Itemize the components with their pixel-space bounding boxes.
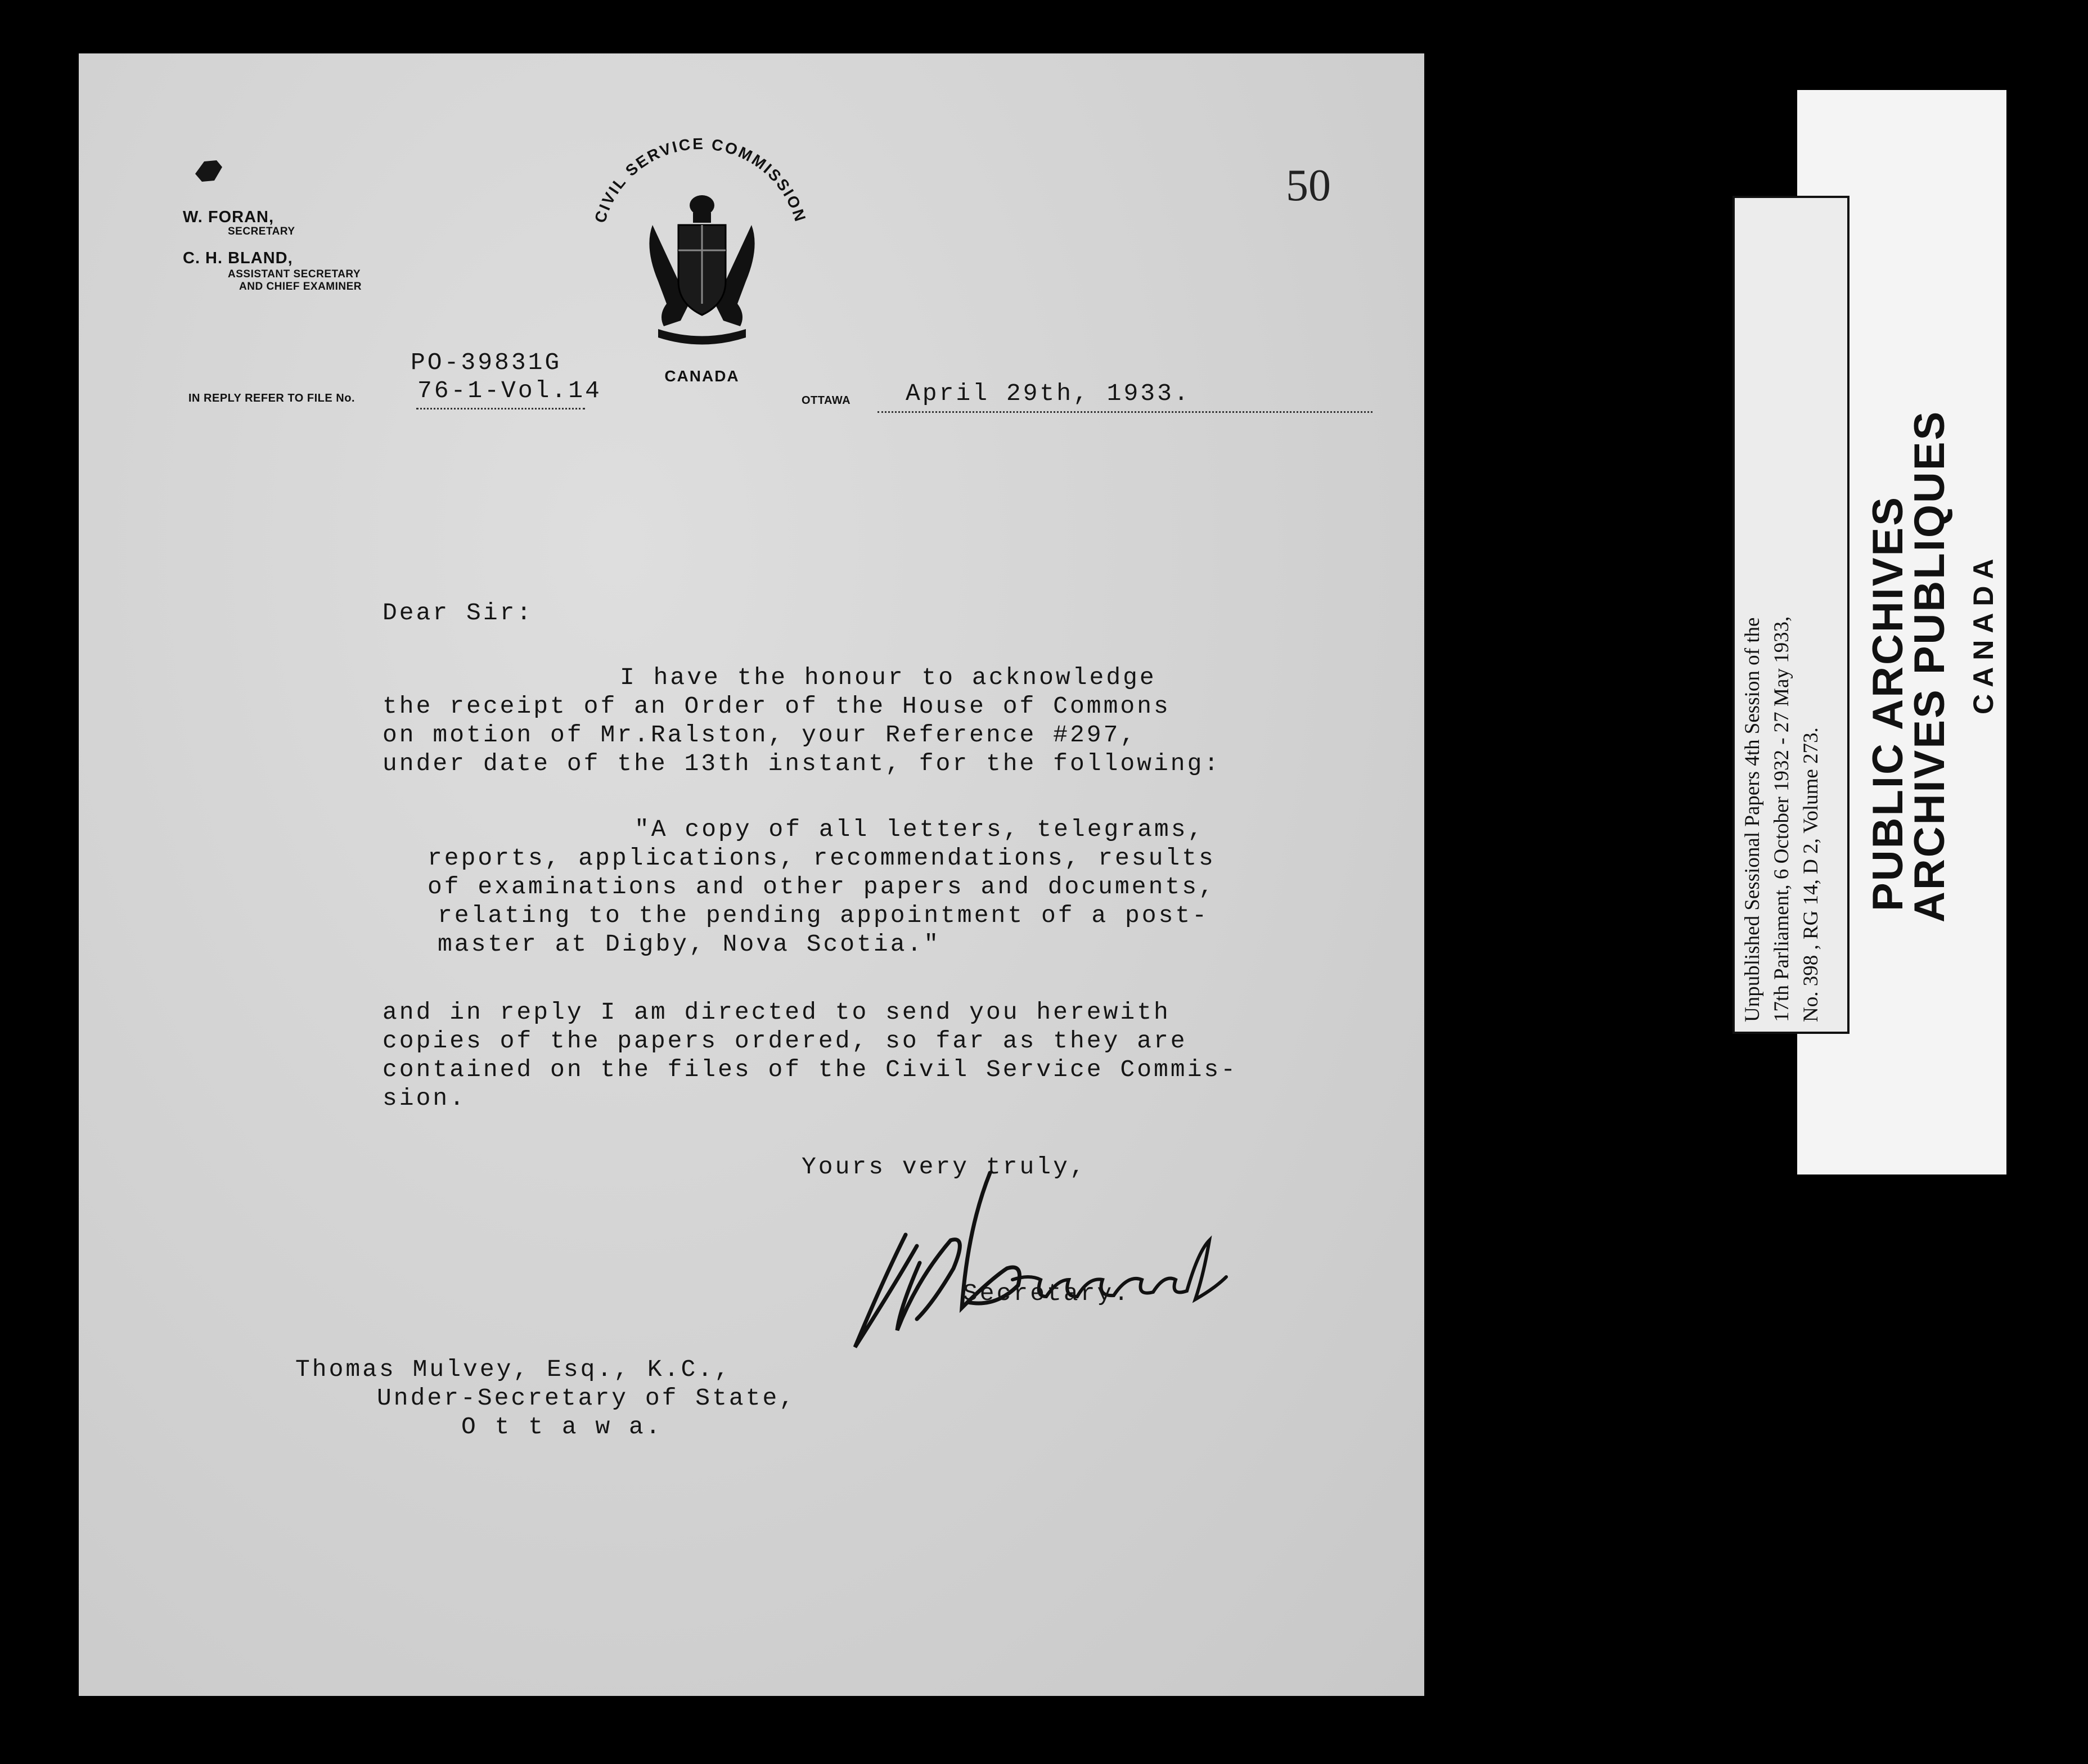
addressee-line: O t t a w a. [461,1413,663,1441]
salutation: Dear Sir: [382,599,534,627]
body-line: the receipt of an Order of the House of Commons [382,692,1171,720]
secretary-name: W. FORAN, [183,208,274,226]
document-page [79,53,1424,1696]
page-number: 50 [1286,161,1331,210]
quote-line: of examinations and other papers and documents, [428,873,1216,901]
archive-label-canada: CANADA [1968,552,1999,714]
assistant-name: C. H. BLAND, [183,249,293,267]
addressee-line: Under-Secretary of State, [377,1384,796,1412]
secretary-title: SECRETARY [228,226,295,237]
assistant-title-1: ASSISTANT SECRETARY [228,268,361,280]
body-line: sion. [382,1084,467,1112]
body-line: copies of the papers ordered, so far as they are [382,1027,1187,1055]
body-line: contained on the files of the Civil Service Commis- [382,1056,1238,1083]
signer-title: Secretary. [963,1280,1131,1307]
date-rule [878,411,1372,413]
letter-date: April 29th, 1933. [906,380,1191,407]
commission-seal [568,135,832,394]
archive-label-line1: PUBLIC ARCHIVES [1864,496,1912,911]
coat-of-arms-icon [649,195,754,345]
country-label: CANADA [664,367,740,385]
quote-line: "A copy of all letters, telegrams, [634,816,1205,843]
body-line: under date of the 13th instant, for the following: [382,750,1221,777]
quote-line: reports, applications, recommendations, results [428,844,1216,872]
closing: Yours very truly, [802,1153,1087,1181]
file-number: 76-1-Vol.14 [417,377,602,404]
place-label: OTTAWA [802,394,851,407]
slip-line: Unpublished Sessional Papers 4th Session of the [1741,617,1764,1022]
reference-slip [1732,196,1850,1034]
body-line: and in reply I am directed to send you herewith [382,998,1171,1026]
body-line: on motion of Mr.Ralston, your Reference #297, [382,721,1137,749]
assistant-title-2: AND CHIEF EXAMINER [239,281,362,292]
corner-mark-icon [194,159,223,184]
quote-line: master at Digby, Nova Scotia." [438,930,941,958]
file-number-rule [416,408,585,410]
reply-label: IN REPLY REFER TO FILE No. [188,392,356,404]
body-line: I have the honour to acknowledge [620,664,1156,691]
signature-icon [821,1139,1249,1364]
slip-line: 17th Parliament, 6 October 1932 - 27 May 1933, [1770,616,1793,1022]
commission-name: CIVIL SERVICE COMMISSION [591,135,810,225]
archive-label-line2: ARCHIVES PUBLIQUES [1906,410,1954,922]
slip-line: No. 398 , RG 14, D 2, Volume 273. [1799,727,1822,1022]
file-code: PO-39831G [411,349,562,376]
addressee-line: Thomas Mulvey, Esq., K.C., [295,1356,731,1383]
quote-line: relating to the pending appointment of a post- [438,902,1209,929]
